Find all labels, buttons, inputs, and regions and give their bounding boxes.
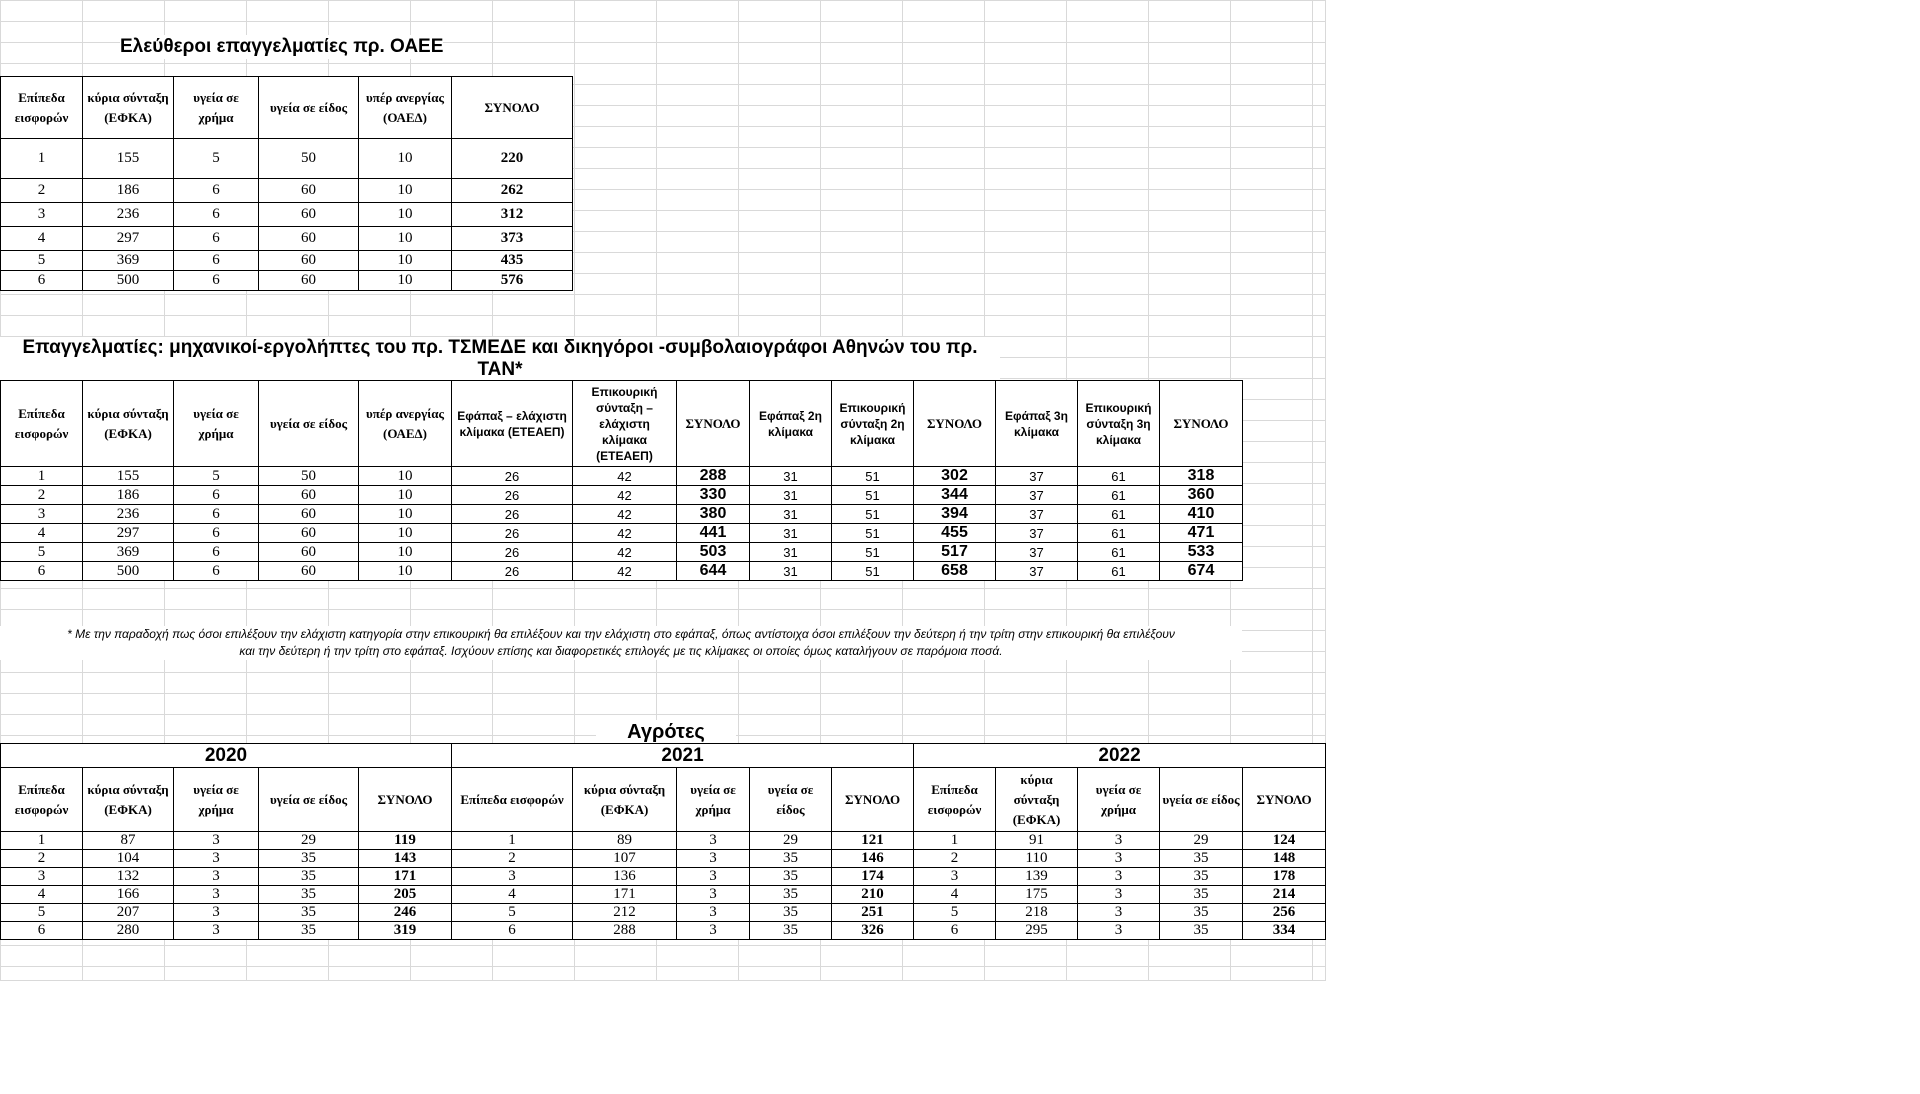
table-cell: 175 xyxy=(996,886,1078,904)
table-cell: 42 xyxy=(573,562,677,581)
total-cell: 674 xyxy=(1160,562,1243,581)
column-header: ΣΥΝΟΛΟ xyxy=(914,381,996,467)
column-header: υγεία σε είδος xyxy=(1160,768,1243,832)
table-cell: 60 xyxy=(259,543,359,562)
table-cell: 10 xyxy=(359,524,452,543)
column-header: υγεία σε είδος xyxy=(259,768,359,832)
table-row xyxy=(1,904,1326,922)
total-cell: 210 xyxy=(832,886,914,904)
table-cell: 236 xyxy=(83,203,174,227)
table-cell: 42 xyxy=(573,524,677,543)
table-cell: 61 xyxy=(1078,467,1160,486)
table-cell: 3 xyxy=(1,203,83,227)
total-cell: 410 xyxy=(1160,505,1243,524)
table-cell: 35 xyxy=(1160,850,1243,868)
year-header: 2020 xyxy=(1,744,452,768)
table-cell: 3 xyxy=(1078,832,1160,850)
column-header: ΣΥΝΟΛΟ xyxy=(677,381,750,467)
table-cell: 6 xyxy=(174,543,259,562)
table-cell: 5 xyxy=(1,904,83,922)
table-cell: 6 xyxy=(174,271,259,291)
table-row xyxy=(1,922,1326,940)
table-cell: 297 xyxy=(83,227,174,251)
table-cell: 136 xyxy=(573,868,677,886)
column-header: Επίπεδα εισφορών xyxy=(1,77,83,139)
table-cell: 1 xyxy=(452,832,573,850)
table-cell: 207 xyxy=(83,904,174,922)
total-cell: 517 xyxy=(914,543,996,562)
farmers-title: Αγρότες xyxy=(596,720,736,744)
table-cell: 89 xyxy=(573,832,677,850)
tsmede-title: Επαγγελματίες: μηχανικοί-εργολήπτες του πρ. ΤΣΜΕΔΕ και δικηγόροι -συμβολαιογράφοι Αθηνών του πρ. ΤΑΝ* xyxy=(0,337,1000,381)
table-cell: 35 xyxy=(259,868,359,886)
column-header: υγεία σε χρήμα xyxy=(677,768,750,832)
table-cell: 10 xyxy=(359,139,452,179)
table-cell: 3 xyxy=(1,868,83,886)
table-cell: 2 xyxy=(1,850,83,868)
table-cell: 31 xyxy=(750,467,832,486)
table-cell: 6 xyxy=(174,505,259,524)
table-row xyxy=(1,227,573,251)
table-cell: 37 xyxy=(996,505,1078,524)
table-cell: 5 xyxy=(174,467,259,486)
table-cell: 35 xyxy=(259,850,359,868)
table-cell: 10 xyxy=(359,271,452,291)
table-cell: 5 xyxy=(1,251,83,271)
table-cell: 2 xyxy=(452,850,573,868)
table-cell: 6 xyxy=(174,524,259,543)
table-cell: 31 xyxy=(750,562,832,581)
table-cell: 3 xyxy=(1078,868,1160,886)
table-cell: 37 xyxy=(996,543,1078,562)
table-cell: 10 xyxy=(359,251,452,271)
table-cell: 280 xyxy=(83,922,174,940)
table-row xyxy=(1,139,573,179)
column-header: υγεία σε είδος xyxy=(259,77,359,139)
column-header: υγεία σε χρήμα xyxy=(174,768,259,832)
table-cell: 6 xyxy=(1,271,83,291)
table-cell: 3 xyxy=(677,850,750,868)
table-cell: 500 xyxy=(83,271,174,291)
table-row xyxy=(1,886,1326,904)
table-cell: 51 xyxy=(832,505,914,524)
total-cell: 394 xyxy=(914,505,996,524)
table-cell: 3 xyxy=(1078,922,1160,940)
table-cell: 139 xyxy=(996,868,1078,886)
total-cell: 326 xyxy=(832,922,914,940)
total-cell: 503 xyxy=(677,543,750,562)
total-cell: 251 xyxy=(832,904,914,922)
table-cell: 10 xyxy=(359,203,452,227)
table-cell: 3 xyxy=(1078,904,1160,922)
table-cell: 166 xyxy=(83,886,174,904)
column-header: Εφάπαξ – ελάχιστη κλίμακα (ΕΤΕΑΕΠ) xyxy=(452,381,573,467)
table-cell: 295 xyxy=(996,922,1078,940)
table-cell: 60 xyxy=(259,562,359,581)
table-cell: 51 xyxy=(832,486,914,505)
table-cell: 1 xyxy=(914,832,996,850)
table-cell: 3 xyxy=(1078,886,1160,904)
table-cell: 2 xyxy=(1,179,83,203)
table-cell: 10 xyxy=(359,486,452,505)
table-cell: 369 xyxy=(83,251,174,271)
table-row xyxy=(1,271,573,291)
table-cell: 26 xyxy=(452,486,573,505)
table-cell: 186 xyxy=(83,486,174,505)
table-row xyxy=(1,467,1243,486)
table-cell: 3 xyxy=(677,922,750,940)
table-row xyxy=(1,832,1326,850)
oaee-title: Ελεύθεροι επαγγελματίες πρ. ΟΑΕΕ xyxy=(120,36,444,57)
total-cell: 174 xyxy=(832,868,914,886)
table-cell: 35 xyxy=(259,904,359,922)
table-cell: 236 xyxy=(83,505,174,524)
table-cell: 3 xyxy=(452,868,573,886)
table-cell: 35 xyxy=(750,850,832,868)
total-cell: 205 xyxy=(359,886,452,904)
column-header: ΣΥΝΟΛΟ xyxy=(359,768,452,832)
total-cell: 380 xyxy=(677,505,750,524)
table-cell: 10 xyxy=(359,467,452,486)
table-cell: 42 xyxy=(573,467,677,486)
table-cell: 35 xyxy=(750,868,832,886)
table-cell: 2 xyxy=(914,850,996,868)
column-header: υγεία σε χρήμα xyxy=(174,77,259,139)
table-cell: 3 xyxy=(677,832,750,850)
table-cell: 60 xyxy=(259,203,359,227)
table-cell: 3 xyxy=(174,850,259,868)
table-row xyxy=(1,868,1326,886)
total-cell: 344 xyxy=(914,486,996,505)
table-cell: 6 xyxy=(914,922,996,940)
table-cell: 26 xyxy=(452,562,573,581)
table-cell: 35 xyxy=(750,922,832,940)
table-cell: 186 xyxy=(83,179,174,203)
table-cell: 107 xyxy=(573,850,677,868)
column-header: Επικουρική σύνταξη – ελάχιστη κλίμακα (ΕΤΕΑΕΠ) xyxy=(573,381,677,467)
table-cell: 3 xyxy=(174,886,259,904)
table-cell: 35 xyxy=(259,886,359,904)
table-cell: 4 xyxy=(914,886,996,904)
column-header: υπέρ ανεργίας (ΟΑΕΔ) xyxy=(359,77,452,139)
table-cell: 3 xyxy=(174,832,259,850)
table-cell: 35 xyxy=(750,904,832,922)
table-cell: 87 xyxy=(83,832,174,850)
table-cell: 3 xyxy=(174,922,259,940)
table-cell: 3 xyxy=(1078,850,1160,868)
table-cell: 369 xyxy=(83,543,174,562)
table-cell: 110 xyxy=(996,850,1078,868)
total-cell: 373 xyxy=(452,227,573,251)
column-header: Επίπεδα εισφορών xyxy=(1,768,83,832)
table-cell: 10 xyxy=(359,505,452,524)
table-cell: 51 xyxy=(832,524,914,543)
table-cell: 42 xyxy=(573,486,677,505)
table-cell: 5 xyxy=(914,904,996,922)
total-cell: 220 xyxy=(452,139,573,179)
total-cell: 288 xyxy=(677,467,750,486)
table-cell: 35 xyxy=(1160,886,1243,904)
table-cell: 35 xyxy=(259,922,359,940)
table-cell: 10 xyxy=(359,179,452,203)
table-row xyxy=(1,203,573,227)
table-cell: 288 xyxy=(573,922,677,940)
table-cell: 35 xyxy=(1160,868,1243,886)
year-header: 2021 xyxy=(452,744,914,768)
total-cell: 119 xyxy=(359,832,452,850)
column-header: κύρια σύνταξη (ΕΦΚΑ) xyxy=(996,768,1078,832)
column-header: υγεία σε είδος xyxy=(259,381,359,467)
table-cell: 35 xyxy=(1160,904,1243,922)
table-cell: 212 xyxy=(573,904,677,922)
column-header: υγεία σε χρήμα xyxy=(1078,768,1160,832)
table-cell: 60 xyxy=(259,505,359,524)
oaee-table xyxy=(0,76,573,291)
table-cell: 42 xyxy=(573,543,677,562)
table-cell: 60 xyxy=(259,179,359,203)
column-header: υγεία σε χρήμα xyxy=(174,381,259,467)
table-cell: 60 xyxy=(259,271,359,291)
table-cell: 60 xyxy=(259,486,359,505)
column-header: υπέρ ανεργίας (ΟΑΕΔ) xyxy=(359,381,452,467)
column-header: Εφάπαξ 2η κλίμακα xyxy=(750,381,832,467)
column-header: Επίπεδα εισφορών xyxy=(452,768,573,832)
table-cell: 3 xyxy=(174,904,259,922)
table-cell: 37 xyxy=(996,562,1078,581)
total-cell: 471 xyxy=(1160,524,1243,543)
table-row xyxy=(1,524,1243,543)
column-header: κύρια σύνταξη (ΕΦΚΑ) xyxy=(83,381,174,467)
table-cell: 51 xyxy=(832,562,914,581)
total-cell: 256 xyxy=(1243,904,1326,922)
table-cell: 6 xyxy=(174,251,259,271)
table-cell: 61 xyxy=(1078,505,1160,524)
table-row xyxy=(1,486,1243,505)
column-header: Επικουρική σύνταξη 3η κλίμακα xyxy=(1078,381,1160,467)
table-cell: 4 xyxy=(1,886,83,904)
table-cell: 60 xyxy=(259,251,359,271)
column-header: Επίπεδα εισφορών xyxy=(914,768,996,832)
table-cell: 61 xyxy=(1078,486,1160,505)
total-cell: 146 xyxy=(832,850,914,868)
table-cell: 297 xyxy=(83,524,174,543)
tsmede-table xyxy=(0,380,1243,581)
column-header: υγεία σε είδος xyxy=(750,768,832,832)
farmers-table xyxy=(0,743,1326,940)
table-cell: 60 xyxy=(259,227,359,251)
table-cell: 3 xyxy=(677,868,750,886)
column-header: Επικουρική σύνταξη 2η κλίμακα xyxy=(832,381,914,467)
total-cell: 576 xyxy=(452,271,573,291)
column-header: κύρια σύνταξη (ΕΦΚΑ) xyxy=(573,768,677,832)
table-cell: 51 xyxy=(832,543,914,562)
table-cell: 35 xyxy=(1160,922,1243,940)
total-cell: 262 xyxy=(452,179,573,203)
table-cell: 6 xyxy=(1,562,83,581)
table-cell: 4 xyxy=(452,886,573,904)
table-row xyxy=(1,179,573,203)
table-row xyxy=(1,543,1243,562)
total-cell: 318 xyxy=(1160,467,1243,486)
table-cell: 6 xyxy=(174,227,259,251)
total-cell: 644 xyxy=(677,562,750,581)
footnote xyxy=(0,626,1242,660)
table-cell: 10 xyxy=(359,543,452,562)
table-cell: 61 xyxy=(1078,524,1160,543)
table-cell: 5 xyxy=(1,543,83,562)
column-header: ΣΥΝΟΛΟ xyxy=(1243,768,1326,832)
table-cell: 37 xyxy=(996,486,1078,505)
total-cell: 124 xyxy=(1243,832,1326,850)
table-cell: 31 xyxy=(750,543,832,562)
table-cell: 31 xyxy=(750,505,832,524)
table-cell: 6 xyxy=(452,922,573,940)
total-cell: 360 xyxy=(1160,486,1243,505)
table-row xyxy=(1,505,1243,524)
total-cell: 312 xyxy=(452,203,573,227)
table-cell: 3 xyxy=(677,904,750,922)
total-cell: 178 xyxy=(1243,868,1326,886)
table-cell: 3 xyxy=(914,868,996,886)
table-cell: 5 xyxy=(452,904,573,922)
table-cell: 1 xyxy=(1,832,83,850)
table-cell: 2 xyxy=(1,486,83,505)
table-cell: 10 xyxy=(359,227,452,251)
table-cell: 37 xyxy=(996,467,1078,486)
total-cell: 214 xyxy=(1243,886,1326,904)
table-row xyxy=(1,850,1326,868)
table-cell: 1 xyxy=(1,139,83,179)
total-cell: 319 xyxy=(359,922,452,940)
table-cell: 29 xyxy=(259,832,359,850)
table-cell: 6 xyxy=(1,922,83,940)
table-cell: 61 xyxy=(1078,562,1160,581)
table-cell: 500 xyxy=(83,562,174,581)
table-cell: 51 xyxy=(832,467,914,486)
table-cell: 3 xyxy=(677,886,750,904)
footnote-line-2: και την δεύτερη ή την τρίτη στο εφάπαξ. Ισχύουν επίσης και διαφορετικές επιλογές με τις κλίμακες οι οποίες όμως καταλήγουν σε παρόμοια ποσά. xyxy=(239,644,1003,658)
table-cell: 61 xyxy=(1078,543,1160,562)
total-cell: 533 xyxy=(1160,543,1243,562)
table-row xyxy=(1,251,573,271)
column-header: ΣΥΝΟΛΟ xyxy=(832,768,914,832)
table-cell: 10 xyxy=(359,562,452,581)
table-cell: 60 xyxy=(259,524,359,543)
total-cell: 334 xyxy=(1243,922,1326,940)
table-cell: 4 xyxy=(1,227,83,251)
table-cell: 50 xyxy=(259,139,359,179)
table-cell: 37 xyxy=(996,524,1078,543)
table-cell: 26 xyxy=(452,467,573,486)
table-cell: 42 xyxy=(573,505,677,524)
table-cell: 29 xyxy=(750,832,832,850)
column-header: κύρια σύνταξη (ΕΦΚΑ) xyxy=(83,77,174,139)
total-cell: 121 xyxy=(832,832,914,850)
table-cell: 26 xyxy=(452,543,573,562)
total-cell: 246 xyxy=(359,904,452,922)
column-header: ΣΥΝΟΛΟ xyxy=(1160,381,1243,467)
table-cell: 35 xyxy=(750,886,832,904)
table-cell: 31 xyxy=(750,486,832,505)
table-cell: 4 xyxy=(1,524,83,543)
table-cell: 31 xyxy=(750,524,832,543)
total-cell: 455 xyxy=(914,524,996,543)
table-cell: 218 xyxy=(996,904,1078,922)
table-cell: 6 xyxy=(174,179,259,203)
column-header: ΣΥΝΟΛΟ xyxy=(452,77,573,139)
table-cell: 1 xyxy=(1,467,83,486)
table-cell: 50 xyxy=(259,467,359,486)
table-cell: 29 xyxy=(1160,832,1243,850)
footnote-line-1: * Με την παραδοχή πως όσοι επιλέξουν την ελάχιστη κατηγορία στην επικουρική θα επιλέξουν και την ελάχιστη στο εφάπαξ, όπως αντίστοιχα όσοι επιλέξουν την δεύτερη ή την τρίτη στην επικουρική θα επιλέξουν xyxy=(67,627,1175,641)
column-header: κύρια σύνταξη (ΕΦΚΑ) xyxy=(83,768,174,832)
column-header: Εφάπαξ 3η κλίμακα xyxy=(996,381,1078,467)
total-cell: 302 xyxy=(914,467,996,486)
table-cell: 26 xyxy=(452,505,573,524)
table-cell: 6 xyxy=(174,203,259,227)
table-cell: 171 xyxy=(573,886,677,904)
table-cell: 155 xyxy=(83,139,174,179)
total-cell: 441 xyxy=(677,524,750,543)
year-header: 2022 xyxy=(914,744,1326,768)
total-cell: 330 xyxy=(677,486,750,505)
table-cell: 132 xyxy=(83,868,174,886)
table-cell: 5 xyxy=(174,139,259,179)
column-header: Επίπεδα εισφορών xyxy=(1,381,83,467)
total-cell: 658 xyxy=(914,562,996,581)
total-cell: 148 xyxy=(1243,850,1326,868)
table-cell: 104 xyxy=(83,850,174,868)
table-cell: 26 xyxy=(452,524,573,543)
total-cell: 143 xyxy=(359,850,452,868)
table-cell: 91 xyxy=(996,832,1078,850)
table-cell: 3 xyxy=(1,505,83,524)
table-cell: 6 xyxy=(174,562,259,581)
total-cell: 171 xyxy=(359,868,452,886)
table-cell: 3 xyxy=(174,868,259,886)
total-cell: 435 xyxy=(452,251,573,271)
table-cell: 155 xyxy=(83,467,174,486)
table-cell: 6 xyxy=(174,486,259,505)
table-row xyxy=(1,562,1243,581)
